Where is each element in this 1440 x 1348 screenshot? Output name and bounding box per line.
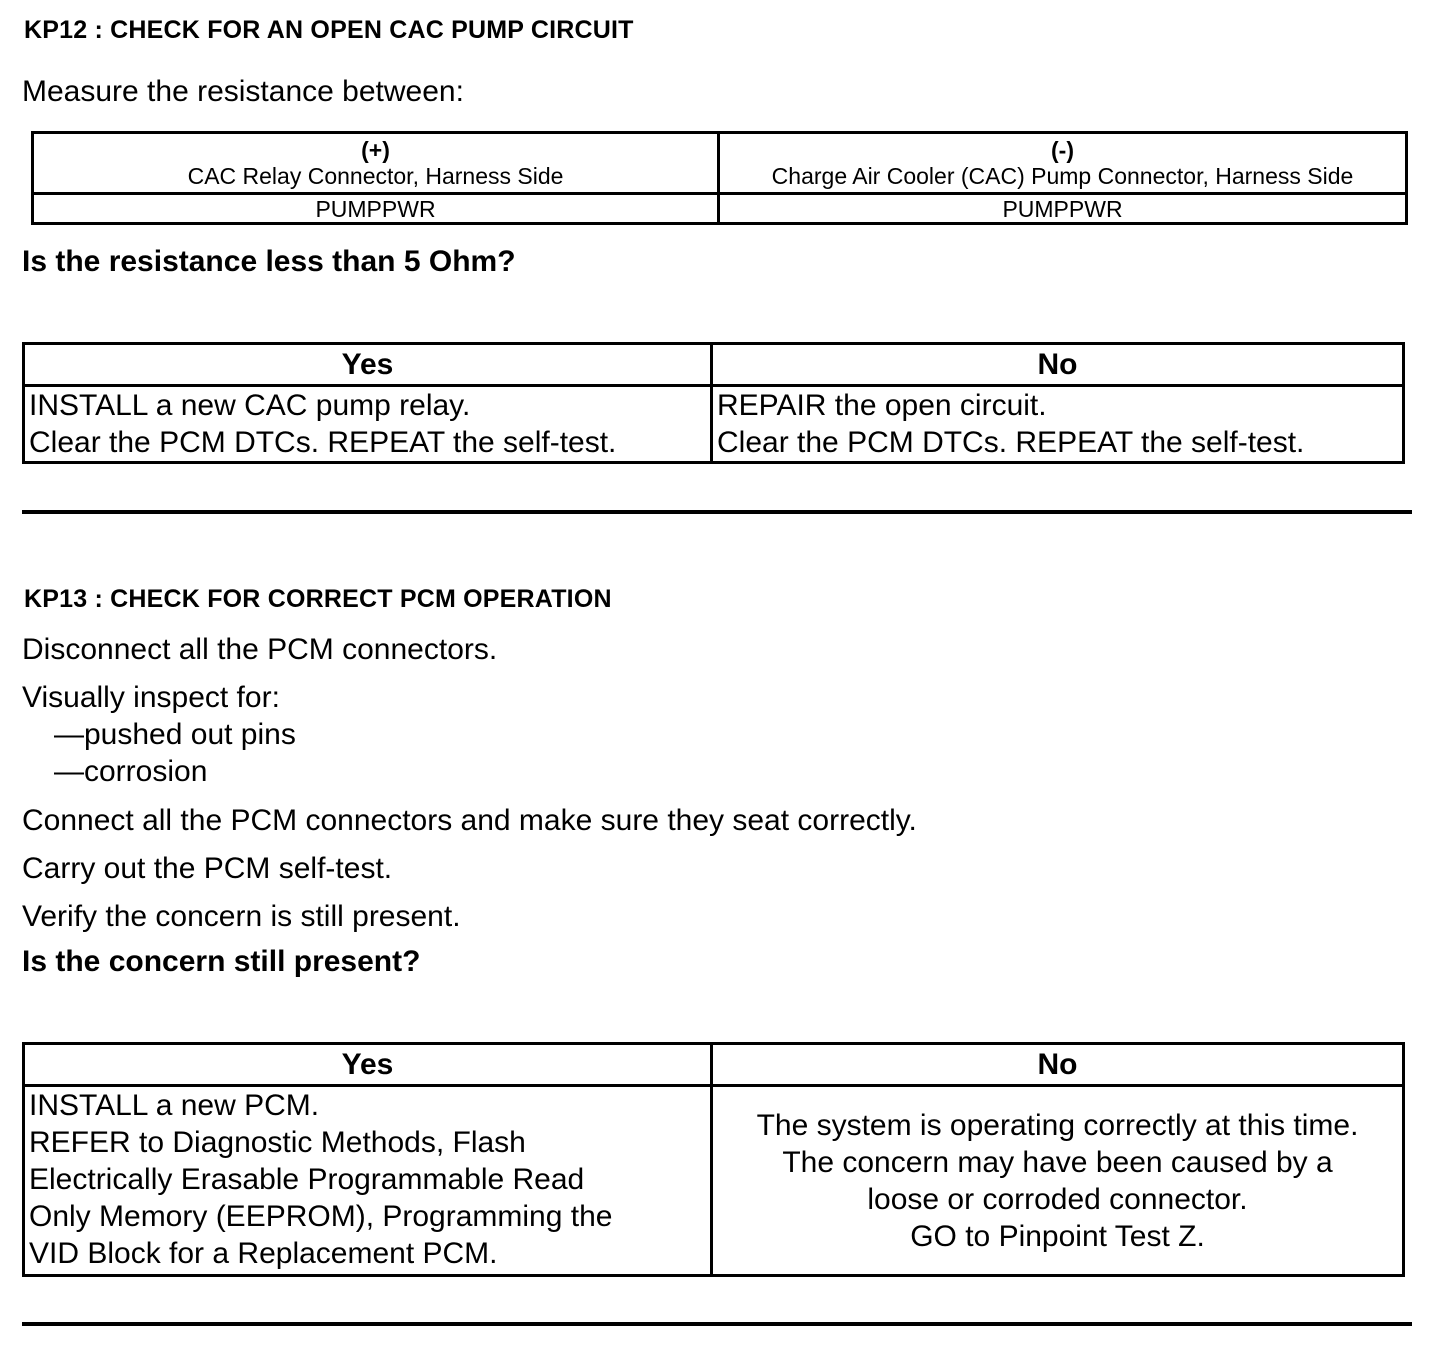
kp13-step-connect: Connect all the PCM connectors and make sure they seat correctly. [22, 804, 917, 837]
kp13-no-line: The concern may have been caused by a [782, 1145, 1333, 1179]
section-divider [22, 510, 1412, 514]
kp13-step-inspect: Visually inspect for: [22, 681, 280, 714]
kp13-no-line: loose or corroded connector. [867, 1182, 1248, 1216]
kp12-no-header: No [712, 344, 1404, 386]
kp13-no-line: The system is operating correctly at this time. [756, 1108, 1359, 1142]
kp13-step-verify: Verify the concern is still present. [22, 900, 461, 933]
kp13-bullet-corrosion: —corrosion [54, 755, 208, 788]
measure-minus-header [719, 133, 1407, 194]
kp13-yes-line: INSTALL a new PCM. [29, 1089, 320, 1122]
kp13-question: Is the concern still present? [22, 945, 421, 978]
kp13-step-disconnect: Disconnect all the PCM connectors. [22, 633, 498, 666]
kp12-question: Is the resistance less than 5 Ohm? [22, 245, 516, 278]
plus-label: CAC Relay Connector, Harness Side [187, 163, 564, 189]
kp12-answer-table [22, 342, 1405, 464]
minus-sign: (-) [1051, 137, 1074, 163]
kp12-heading: KP12 : CHECK FOR AN OPEN CAC PUMP CIRCUIT [24, 16, 634, 44]
kp13-no-line: GO to Pinpoint Test Z. [910, 1219, 1205, 1253]
kp13-no-header: No [712, 1044, 1404, 1086]
minus-label: Charge Air Cooler (CAC) Pump Connector, Harness Side [771, 163, 1354, 189]
kp13-yes-line: REFER to Diagnostic Methods, Flash [29, 1126, 526, 1159]
minus-pin: PUMPPWR [719, 194, 1407, 224]
kp13-yes-cell [24, 1086, 712, 1276]
kp13-yes-line: Only Memory (EEPROM), Programming the [29, 1200, 613, 1233]
kp13-step-selftest: Carry out the PCM self-test. [22, 852, 393, 885]
plus-pin: PUMPPWR [33, 194, 719, 224]
kp12-measure-table [31, 131, 1408, 225]
kp13-yes-line: VID Block for a Replacement PCM. [29, 1237, 498, 1270]
kp12-no-cell [712, 386, 1404, 463]
kp13-heading: KP13 : CHECK FOR CORRECT PCM OPERATION [24, 585, 612, 613]
kp12-no-line: REPAIR the open circuit. [717, 389, 1047, 422]
kp13-yes-line: Electrically Erasable Programmable Read [29, 1163, 585, 1196]
kp13-bullet-pins: —pushed out pins [54, 718, 296, 751]
plus-sign: (+) [361, 137, 390, 163]
kp12-yes-line: INSTALL a new CAC pump relay. [29, 389, 471, 422]
kp13-answer-table [22, 1042, 1405, 1277]
kp12-no-line: Clear the PCM DTCs. REPEAT the self-test. [717, 426, 1305, 459]
kp13-no-cell [712, 1086, 1404, 1276]
kp12-yes-line: Clear the PCM DTCs. REPEAT the self-test. [29, 426, 617, 459]
kp13-yes-header: Yes [24, 1044, 712, 1086]
kp12-yes-header: Yes [24, 344, 712, 386]
kp12-instruction: Measure the resistance between: [22, 75, 464, 108]
section-divider [22, 1322, 1412, 1326]
measure-plus-header [33, 133, 719, 194]
kp12-yes-cell [24, 386, 712, 463]
